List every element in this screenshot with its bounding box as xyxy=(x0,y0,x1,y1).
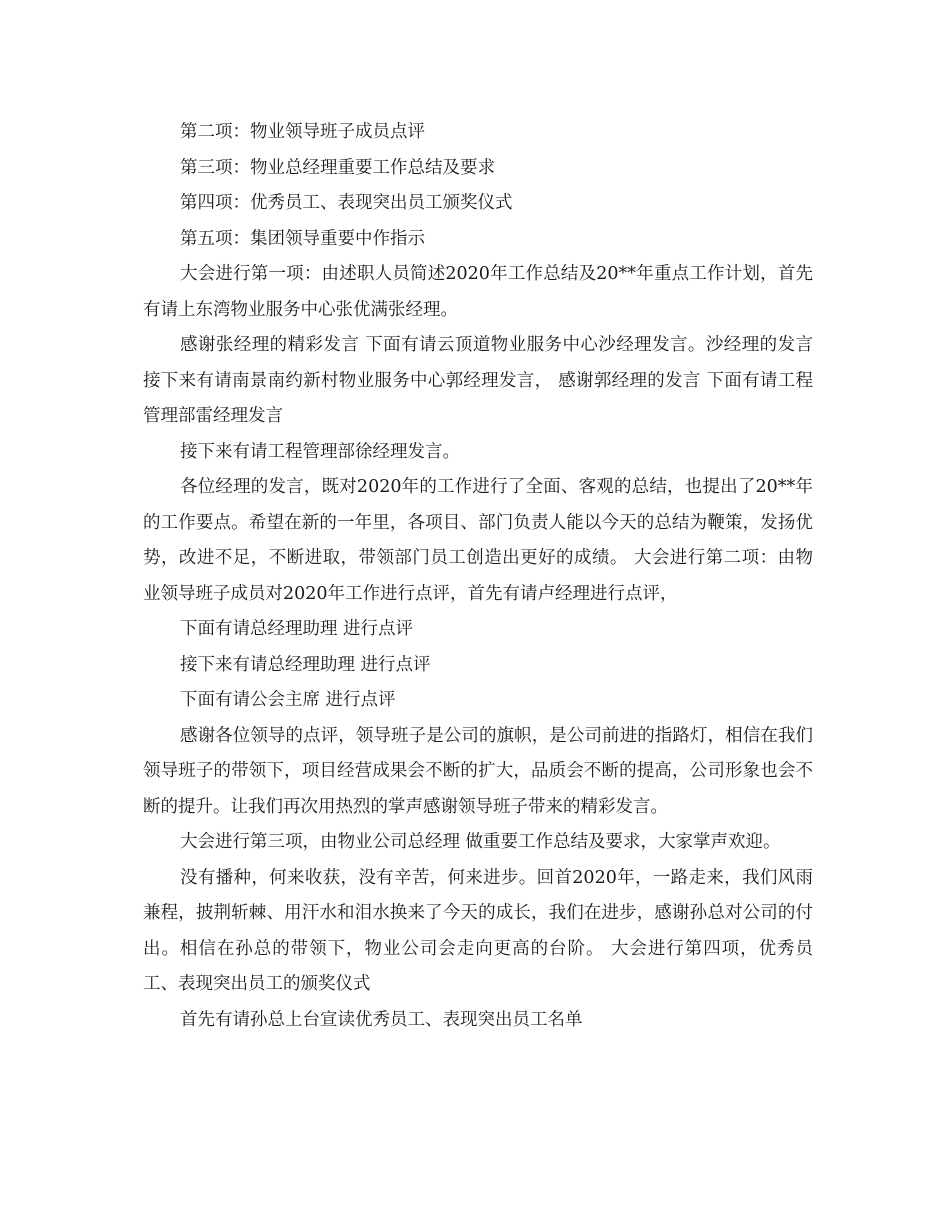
paragraph-first-item-intro: 大会进行第一项：由述职人员简述2020年工作总结及20**年重点工作计划，首先有请上东湾物业服务中心张优满张经理。 xyxy=(143,264,813,320)
paragraph-xu-manager-speech: 接下来有请工程管理部徐经理发言。 xyxy=(180,441,460,462)
paragraph-assistant-comment-2: 接下来有请总经理助理 进行点评 xyxy=(180,654,431,675)
paragraph-agenda-item-2: 第二项：物业领导班子成员点评 xyxy=(180,122,425,142)
paragraph-thanks-leadership: 感谢各位领导的点评，领导班子是公司的旗帜，是公司前进的指路灯，相信在我们领导班子的带领下，项目经营成果会不断的扩大，品质会不断的提高，公司形象也会不断的提升。让我们再次用热烈的掌声感谢领导班子带来的精彩发言。 xyxy=(143,725,813,817)
paragraph-reflection-fourth-item: 没有播种，何来收获，没有辛苦，何来进步。回首2020年，一路走来，我们风雨兼程，披荆斩棘、用汗水和泪水换来了今天的成长，我们在进步，感谢孙总对公司的付出。相信在孙总的带领下，物业公司会走向更高的台阶。 大会进行第四项，优秀员工、表现突出员工的颁奖仪式 xyxy=(143,867,813,994)
paragraph-manager-speeches: 感谢张经理的精彩发言 下面有请云顶道物业服务中心沙经理发言。沙经理的发言 接下来有请南景南约新村物业服务中心郭经理发言， 感谢郭经理的发言 下面有请工程管理部雷经理发言 xyxy=(143,335,813,426)
paragraph-summary-and-second-item: 各位经理的发言，既对2020年的工作进行了全面、客观的总结，也提出了20**年的工作要点。希望在新的一年里，各项目、部门负责人能以今天的总结为鞭策，发扬优势，改进不足，不断进取，带领部门员工创造出更好的成绩。 大会进行第二项：由物业领导班子成员对2020年工作进行点评，首先有请卢经理进行点评， xyxy=(143,477,813,604)
document-body xyxy=(143,115,813,1038)
paragraph-agenda-item-4: 第四项：优秀员工、表现突出员工颁奖仪式 xyxy=(180,193,513,213)
paragraph-award-list-reading: 首先有请孙总上台宣读优秀员工、表现突出员工名单 xyxy=(180,1009,583,1030)
paragraph-agenda-item-5: 第五项：集团领导重要中作指示 xyxy=(180,228,425,249)
paragraph-union-chair-comment: 下面有请公会主席 进行点评 xyxy=(180,690,396,710)
paragraph-agenda-item-3: 第三项：物业总经理重要工作总结及要求 xyxy=(180,157,495,178)
paragraph-third-item: 大会进行第三项，由物业公司总经理 做重要工作总结及要求，大家掌声欢迎。 xyxy=(180,832,781,852)
paragraph-assistant-comment-1: 下面有请总经理助理 进行点评 xyxy=(180,619,414,639)
